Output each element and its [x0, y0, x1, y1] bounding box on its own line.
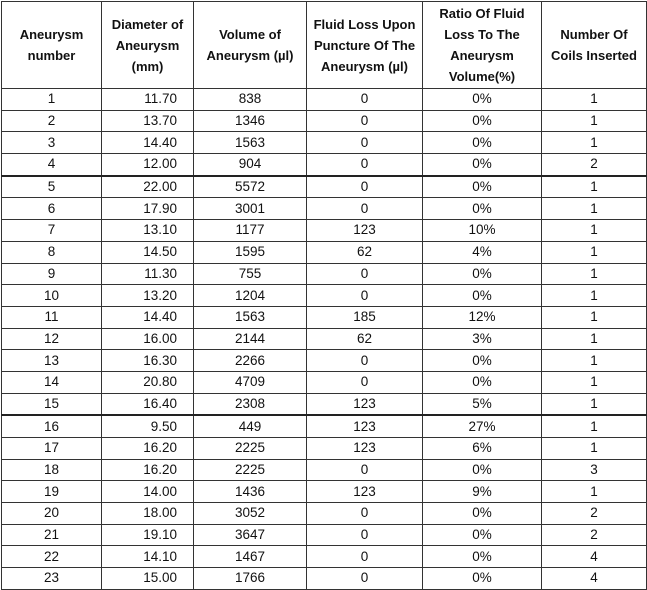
cell-aneurysm-number: 22: [2, 546, 102, 568]
cell-fluid-loss: 0: [307, 371, 423, 393]
cell-fluid-loss: 0: [307, 263, 423, 285]
table-row: [2, 371, 647, 393]
cell-fluid-loss: 123: [307, 438, 423, 460]
cell-coils: 1: [542, 263, 647, 285]
aneurysm-data-table: [1, 1, 647, 590]
table-row: [2, 524, 647, 546]
cell-fluid-loss: 0: [307, 459, 423, 481]
table-row: [2, 481, 647, 503]
cell-aneurysm-number: 7: [2, 220, 102, 242]
cell-fluid-loss: 0: [307, 503, 423, 525]
cell-coils: 2: [542, 524, 647, 546]
cell-volume: 1766: [194, 568, 307, 590]
header-aneurysm-number: Aneurysm number: [2, 2, 102, 89]
cell-diameter: 9.50: [102, 415, 194, 437]
table-row: [2, 263, 647, 285]
cell-diameter: 13.70: [102, 110, 194, 132]
cell-diameter: 11.30: [102, 263, 194, 285]
table-body: [2, 89, 647, 590]
table-row: [2, 350, 647, 372]
cell-aneurysm-number: 15: [2, 393, 102, 415]
cell-fluid-loss: 62: [307, 328, 423, 350]
cell-aneurysm-number: 20: [2, 503, 102, 525]
cell-diameter: 12.00: [102, 154, 194, 176]
cell-ratio: 0%: [423, 371, 542, 393]
table-row: [2, 198, 647, 220]
cell-diameter: 19.10: [102, 524, 194, 546]
cell-volume: 4709: [194, 371, 307, 393]
table-row: [2, 132, 647, 154]
cell-volume: 5572: [194, 176, 307, 198]
cell-volume: 3647: [194, 524, 307, 546]
cell-volume: 2308: [194, 393, 307, 415]
table-row: [2, 503, 647, 525]
cell-aneurysm-number: 13: [2, 350, 102, 372]
cell-volume: 2266: [194, 350, 307, 372]
cell-coils: 3: [542, 459, 647, 481]
cell-fluid-loss: 0: [307, 524, 423, 546]
cell-diameter: 13.20: [102, 285, 194, 307]
cell-aneurysm-number: 23: [2, 568, 102, 590]
table-row: [2, 306, 647, 328]
cell-diameter: 15.00: [102, 568, 194, 590]
cell-volume: 449: [194, 415, 307, 437]
cell-coils: 1: [542, 371, 647, 393]
cell-ratio: 0%: [423, 459, 542, 481]
cell-ratio: 0%: [423, 285, 542, 307]
cell-ratio: 0%: [423, 110, 542, 132]
cell-diameter: 18.00: [102, 503, 194, 525]
table-row: [2, 241, 647, 263]
cell-ratio: 0%: [423, 350, 542, 372]
cell-aneurysm-number: 19: [2, 481, 102, 503]
cell-fluid-loss: 123: [307, 393, 423, 415]
cell-aneurysm-number: 16: [2, 415, 102, 437]
cell-ratio: 0%: [423, 568, 542, 590]
cell-fluid-loss: 62: [307, 241, 423, 263]
cell-volume: 2225: [194, 438, 307, 460]
cell-fluid-loss: 123: [307, 220, 423, 242]
cell-coils: 1: [542, 285, 647, 307]
cell-aneurysm-number: 9: [2, 263, 102, 285]
cell-volume: 1346: [194, 110, 307, 132]
table-row: [2, 438, 647, 460]
cell-coils: 1: [542, 176, 647, 198]
table-row: [2, 220, 647, 242]
cell-fluid-loss: 123: [307, 481, 423, 503]
cell-volume: 1563: [194, 306, 307, 328]
cell-ratio: 0%: [423, 503, 542, 525]
header-fluid-loss: Fluid Loss Upon Puncture Of The Aneurysm (µl): [307, 2, 423, 89]
table-row: [2, 176, 647, 198]
cell-coils: 1: [542, 89, 647, 111]
cell-coils: 1: [542, 241, 647, 263]
cell-volume: 2225: [194, 459, 307, 481]
cell-aneurysm-number: 6: [2, 198, 102, 220]
table-row: [2, 393, 647, 415]
cell-ratio: 12%: [423, 306, 542, 328]
cell-fluid-loss: 0: [307, 176, 423, 198]
cell-fluid-loss: 185: [307, 306, 423, 328]
cell-diameter: 11.70: [102, 89, 194, 111]
cell-aneurysm-number: 1: [2, 89, 102, 111]
cell-coils: 2: [542, 503, 647, 525]
cell-aneurysm-number: 4: [2, 154, 102, 176]
table-row: [2, 415, 647, 437]
cell-ratio: 6%: [423, 438, 542, 460]
cell-aneurysm-number: 3: [2, 132, 102, 154]
cell-fluid-loss: 0: [307, 350, 423, 372]
table-row: [2, 110, 647, 132]
cell-coils: 1: [542, 415, 647, 437]
cell-diameter: 16.00: [102, 328, 194, 350]
cell-coils: 1: [542, 132, 647, 154]
cell-aneurysm-number: 12: [2, 328, 102, 350]
cell-aneurysm-number: 14: [2, 371, 102, 393]
cell-ratio: 0%: [423, 198, 542, 220]
cell-diameter: 13.10: [102, 220, 194, 242]
cell-ratio: 10%: [423, 220, 542, 242]
cell-ratio: 5%: [423, 393, 542, 415]
cell-ratio: 0%: [423, 263, 542, 285]
cell-volume: 755: [194, 263, 307, 285]
table-row: [2, 459, 647, 481]
cell-volume: 1204: [194, 285, 307, 307]
cell-aneurysm-number: 10: [2, 285, 102, 307]
cell-coils: 1: [542, 220, 647, 242]
cell-volume: 1436: [194, 481, 307, 503]
cell-volume: 1595: [194, 241, 307, 263]
cell-coils: 1: [542, 438, 647, 460]
cell-diameter: 16.30: [102, 350, 194, 372]
cell-diameter: 14.40: [102, 132, 194, 154]
cell-coils: 4: [542, 546, 647, 568]
cell-fluid-loss: 0: [307, 198, 423, 220]
cell-ratio: 9%: [423, 481, 542, 503]
cell-coils: 1: [542, 306, 647, 328]
cell-fluid-loss: 0: [307, 285, 423, 307]
table-row: [2, 568, 647, 590]
header-row: [2, 2, 647, 89]
cell-volume: 3052: [194, 503, 307, 525]
cell-volume: 1563: [194, 132, 307, 154]
table-row: [2, 89, 647, 111]
cell-diameter: 14.40: [102, 306, 194, 328]
cell-volume: 3001: [194, 198, 307, 220]
cell-ratio: 0%: [423, 89, 542, 111]
cell-ratio: 0%: [423, 132, 542, 154]
cell-ratio: 0%: [423, 524, 542, 546]
header-ratio: Ratio Of Fluid Loss To The Aneurysm Volume(%): [423, 2, 542, 89]
cell-aneurysm-number: 17: [2, 438, 102, 460]
cell-volume: 1467: [194, 546, 307, 568]
table-row: [2, 546, 647, 568]
cell-aneurysm-number: 21: [2, 524, 102, 546]
cell-aneurysm-number: 11: [2, 306, 102, 328]
cell-diameter: 16.40: [102, 393, 194, 415]
cell-volume: 2144: [194, 328, 307, 350]
cell-fluid-loss: 0: [307, 89, 423, 111]
cell-diameter: 16.20: [102, 459, 194, 481]
cell-coils: 1: [542, 393, 647, 415]
cell-fluid-loss: 123: [307, 415, 423, 437]
cell-ratio: 4%: [423, 241, 542, 263]
header-coils: Number Of Coils Inserted: [542, 2, 647, 89]
cell-ratio: 0%: [423, 154, 542, 176]
cell-volume: 904: [194, 154, 307, 176]
cell-aneurysm-number: 2: [2, 110, 102, 132]
cell-diameter: 20.80: [102, 371, 194, 393]
cell-aneurysm-number: 18: [2, 459, 102, 481]
cell-coils: 1: [542, 481, 647, 503]
header-volume: Volume of Aneurysm (µl): [194, 2, 307, 89]
cell-fluid-loss: 0: [307, 568, 423, 590]
cell-diameter: 22.00: [102, 176, 194, 198]
cell-diameter: 14.50: [102, 241, 194, 263]
cell-diameter: 14.00: [102, 481, 194, 503]
cell-aneurysm-number: 8: [2, 241, 102, 263]
cell-coils: 2: [542, 154, 647, 176]
table-row: [2, 285, 647, 307]
cell-coils: 1: [542, 328, 647, 350]
table-row: [2, 328, 647, 350]
cell-coils: 1: [542, 350, 647, 372]
cell-coils: 4: [542, 568, 647, 590]
cell-ratio: 27%: [423, 415, 542, 437]
cell-coils: 1: [542, 198, 647, 220]
cell-coils: 1: [542, 110, 647, 132]
cell-diameter: 14.10: [102, 546, 194, 568]
table-row: [2, 154, 647, 176]
cell-fluid-loss: 0: [307, 154, 423, 176]
header-diameter: Diameter of Aneurysm (mm): [102, 2, 194, 89]
cell-ratio: 3%: [423, 328, 542, 350]
cell-ratio: 0%: [423, 176, 542, 198]
cell-fluid-loss: 0: [307, 110, 423, 132]
cell-aneurysm-number: 5: [2, 176, 102, 198]
cell-ratio: 0%: [423, 546, 542, 568]
cell-diameter: 16.20: [102, 438, 194, 460]
cell-volume: 838: [194, 89, 307, 111]
cell-fluid-loss: 0: [307, 132, 423, 154]
cell-volume: 1177: [194, 220, 307, 242]
cell-fluid-loss: 0: [307, 546, 423, 568]
cell-diameter: 17.90: [102, 198, 194, 220]
